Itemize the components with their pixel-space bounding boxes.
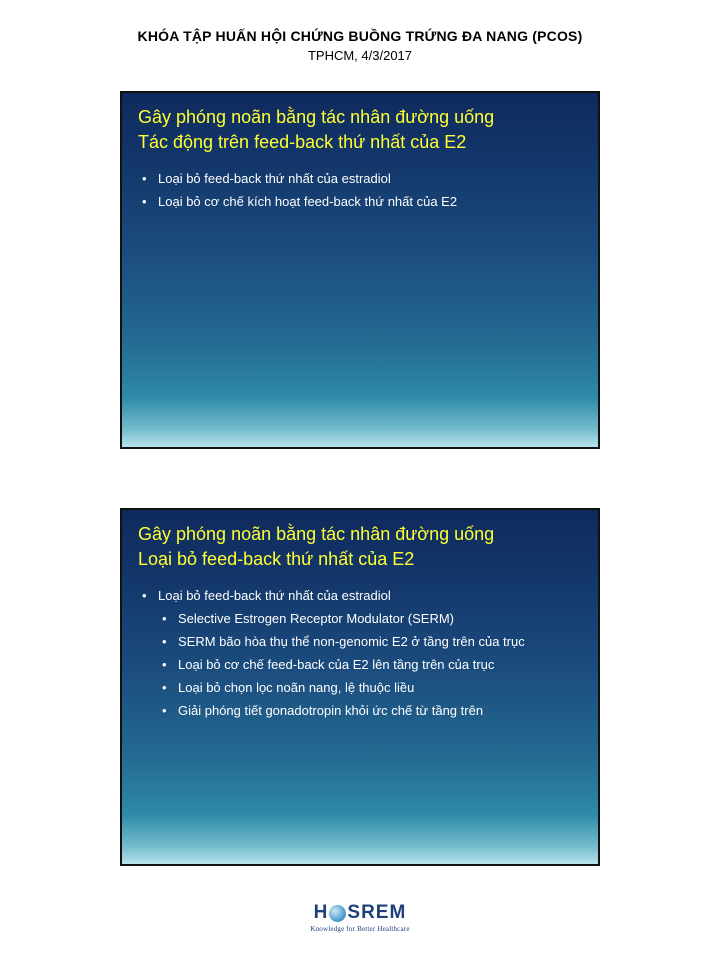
slide-title-line1: Gây phóng noãn bằng tác nhân đường uống	[138, 107, 495, 127]
slide-1	[120, 91, 600, 449]
document-header	[0, 28, 720, 63]
bullet-dot: •	[142, 588, 147, 603]
bullet-dot: •	[162, 657, 167, 672]
document-title: KHÓA TẬP HUẤN HỘI CHỨNG BUỒNG TRỨNG ĐA NANG (PCOS)	[137, 28, 583, 44]
slide-2	[120, 508, 600, 866]
sub-list-item	[140, 607, 588, 630]
bullet-dot: •	[142, 171, 147, 186]
sub-list-item	[140, 699, 588, 722]
logo-text-start: H	[313, 902, 329, 923]
bullet-dot: •	[142, 194, 147, 209]
sub-list-item	[140, 676, 588, 699]
list-item	[140, 190, 588, 213]
bullet-text: Loại bỏ cơ chế kích hoạt feed-back thứ nhất của E2	[158, 194, 458, 209]
bullet-text: SERM bão hòa thụ thể non-genomic E2 ở tầng trên của trục	[178, 634, 525, 649]
bullet-text: Loại bỏ cơ chế feed-back của E2 lên tầng trên của trục	[178, 657, 495, 672]
bullet-text: Loại bỏ chọn lọc noãn nang, lệ thuộc liều	[178, 680, 415, 695]
logo-wordmark	[314, 902, 407, 924]
bullet-text: Loại bỏ feed-back thứ nhất của estradiol	[158, 171, 391, 186]
list-item	[140, 167, 588, 190]
bullet-dot: •	[162, 634, 167, 649]
logo-text-end: SREM	[347, 902, 407, 923]
slide-title	[138, 522, 586, 572]
bullet-text: Giải phóng tiết gonadotropin khỏi ức chế từ tầng trên	[178, 703, 484, 718]
sub-list-item	[140, 653, 588, 676]
globe-icon	[329, 905, 346, 922]
bullet-dot: •	[162, 680, 167, 695]
logo-tagline: Knowledge for Better Healthcare	[310, 925, 410, 933]
bullet-list	[140, 167, 588, 213]
slide-title-line1: Gây phóng noãn bằng tác nhân đường uống	[138, 524, 495, 544]
hosrem-logo	[0, 902, 720, 933]
slide-title-line2: Tác động trên feed-back thứ nhất của E2	[138, 132, 467, 152]
bullet-text: Loại bỏ feed-back thứ nhất của estradiol	[158, 588, 391, 603]
slide-title	[138, 105, 586, 155]
slide-title-line2: Loại bỏ feed-back thứ nhất của E2	[138, 549, 415, 569]
bullet-text: Selective Estrogen Receptor Modulator (SERM)	[178, 611, 455, 626]
document-subtitle: TPHCM, 4/3/2017	[307, 48, 413, 63]
bullet-list	[140, 584, 588, 722]
bullet-dot: •	[162, 703, 167, 718]
bullet-dot: •	[162, 611, 167, 626]
list-item	[140, 584, 588, 607]
sub-list-item	[140, 630, 588, 653]
